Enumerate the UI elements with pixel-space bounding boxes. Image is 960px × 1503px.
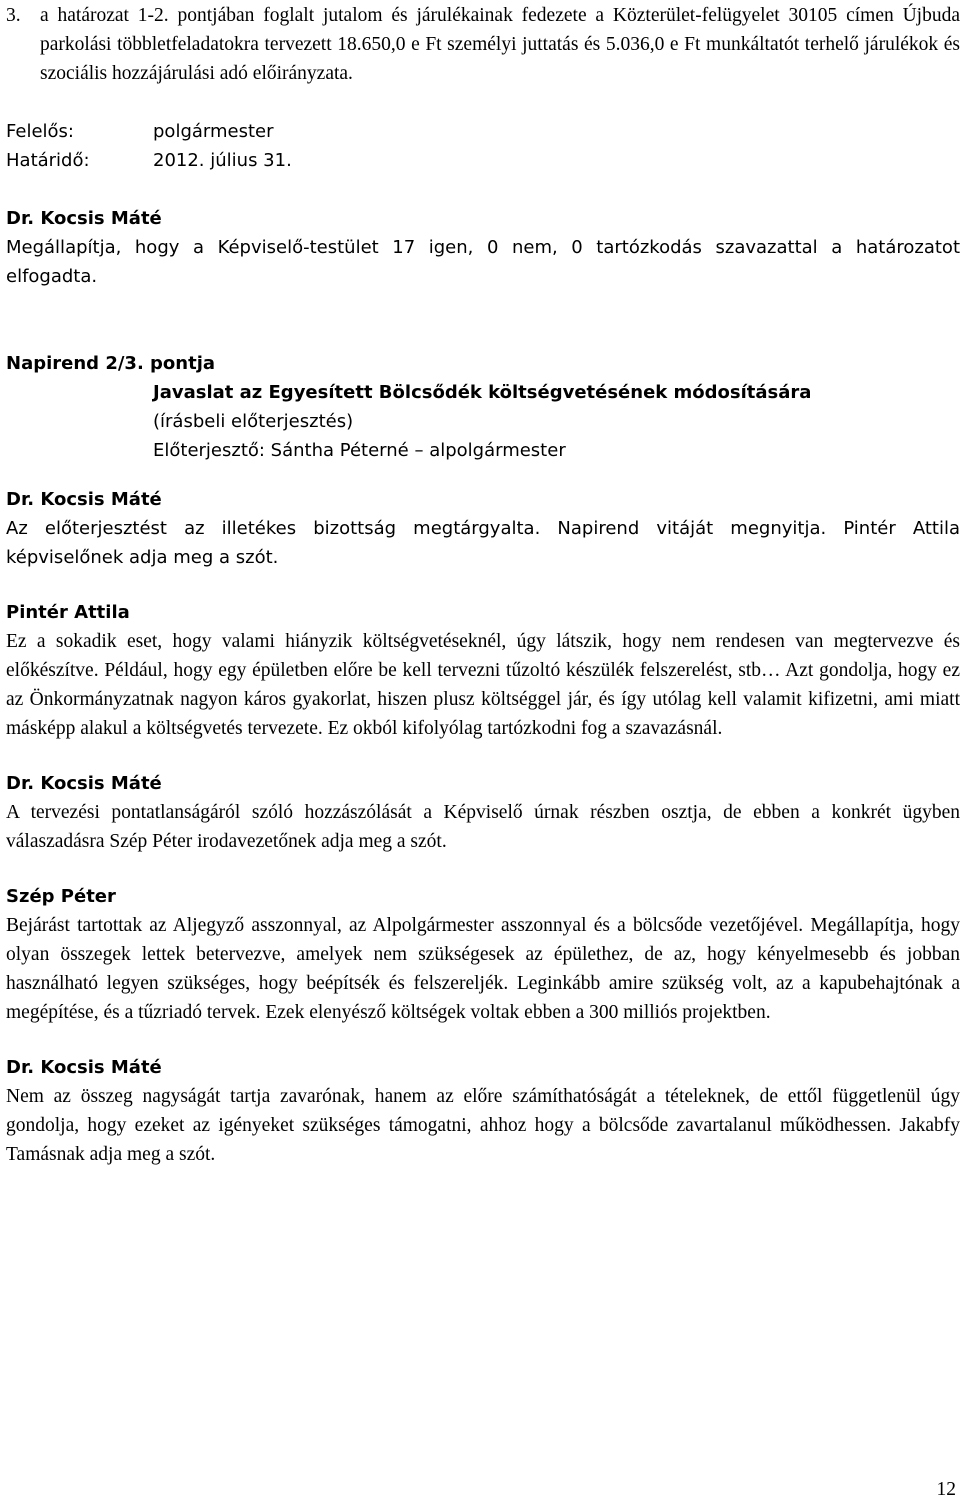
responsible-row	[6, 117, 960, 146]
agenda-heading: Napirend 2/3. pontja	[6, 353, 216, 374]
speech-text: Megállapítja, hogy a Képviselő-testület 17 igen, 0 nem, 0 tartózkodás szavazattal a határozatot elfogadta.	[6, 237, 960, 287]
speech-text: Az előterjesztést az illetékes bizottság megtárgyalta. Napirend vitáját megnyitja. Pintér Attila képviselőnek adja meg a szót.	[6, 518, 960, 568]
deadline-value: 2012. július 31.	[153, 150, 292, 171]
agenda-presenter: Előterjesztő: Sántha Péterné – alpolgármester	[153, 440, 566, 461]
page-number: 12	[936, 1479, 956, 1500]
speech-block-6	[6, 1053, 960, 1169]
list-item-3	[6, 1, 960, 88]
list-number: 3.	[6, 5, 21, 26]
agenda-type: (írásbeli előterjesztés)	[153, 411, 354, 432]
speech-text: Nem az összeg nagyságát tartja zavarónak, hanem az előre számíthatóságát a tételeknek, de ettől függetlenül úgy gondolja, hogy ezeket az igényeket szükséges támogatni, ahhoz hogy a bölcsőde zavartalanul működhessen. Jakabfy Tamásnak adja meg a szót.	[6, 1086, 960, 1165]
speech-block-2	[6, 485, 960, 572]
agenda-details	[153, 378, 960, 465]
speaker-name: Dr. Kocsis Máté	[6, 773, 162, 794]
speech-block-1	[6, 204, 960, 291]
speaker-name: Dr. Kocsis Máté	[6, 1057, 162, 1078]
responsible-label: Felelős:	[6, 121, 74, 142]
speaker-name: Pintér Attila	[6, 602, 130, 623]
deadline-label: Határidő:	[6, 150, 90, 171]
speaker-name: Dr. Kocsis Máté	[6, 208, 162, 229]
speech-text: A tervezési pontatlanságáról szóló hozzászólását a Képviselő úrnak részben osztja, de ebben a konkrét ügyben válaszadásra Szép Péter irodavezetőnek adja meg a szót.	[6, 802, 960, 852]
agenda-title: Javaslat az Egyesített Bölcsődék költségvetésének módosítására	[153, 382, 812, 403]
document-page	[6, 0, 960, 1169]
deadline-row	[6, 146, 960, 175]
speaker-name: Szép Péter	[6, 886, 116, 907]
speech-block-5	[6, 882, 960, 1027]
speech-block-4	[6, 769, 960, 856]
responsible-value: polgármester	[153, 121, 274, 142]
list-item-text: a határozat 1-2. pontjában foglalt jutalom és járulékainak fedezete a Közterület-felügyelet 30105 címen Újbuda parkolási többletfeladatokra tervezett 18.650,0 e Ft személyi juttatás és 5.036,0 e Ft munkáltatót terhelő járulékok és szociális hozzájárulási adó előirányzata.	[40, 5, 960, 84]
speech-text: Bejárást tartottak az Aljegyző asszonnyal, az Alpolgármester asszonnyal és a bölcsőde vezetőjével. Megállapítja, hogy olyan összegek lettek betervezve, amelyek nem szükségesek az épülethez, de az, hogy kényelmesebb és jobban használható legyen szükséges, hogy beépítsék és felszereljék. Leginkább amire szükség volt, az a kapubehajtónak a megépítése, és a tűzriadó tervek. Ezek elenyésző költségek voltak ebben a 300 milliós projektben.	[6, 915, 960, 1023]
speaker-name: Dr. Kocsis Máté	[6, 489, 162, 510]
speech-block-3	[6, 598, 960, 743]
agenda-item	[6, 349, 960, 465]
speech-text: Ez a sokadik eset, hogy valami hiányzik költségvetéseknél, úgy látszik, hogy nem rendesen van megtervezve és előkészítve. Például, hogy egy épületben előre be kell tervezni tűzoltó készülék felszerelést, stb… Azt gondolja, hogy ez az Önkormányzatnak nagyon káros gyakorlat, hiszen plusz költséggel jár, és így utólag kell valamit kifizetni, ami miatt másképp alakul a költségvetés tervezete. Ez okból kifolyólag tartózkodni fog a szavazásnál.	[6, 631, 960, 739]
